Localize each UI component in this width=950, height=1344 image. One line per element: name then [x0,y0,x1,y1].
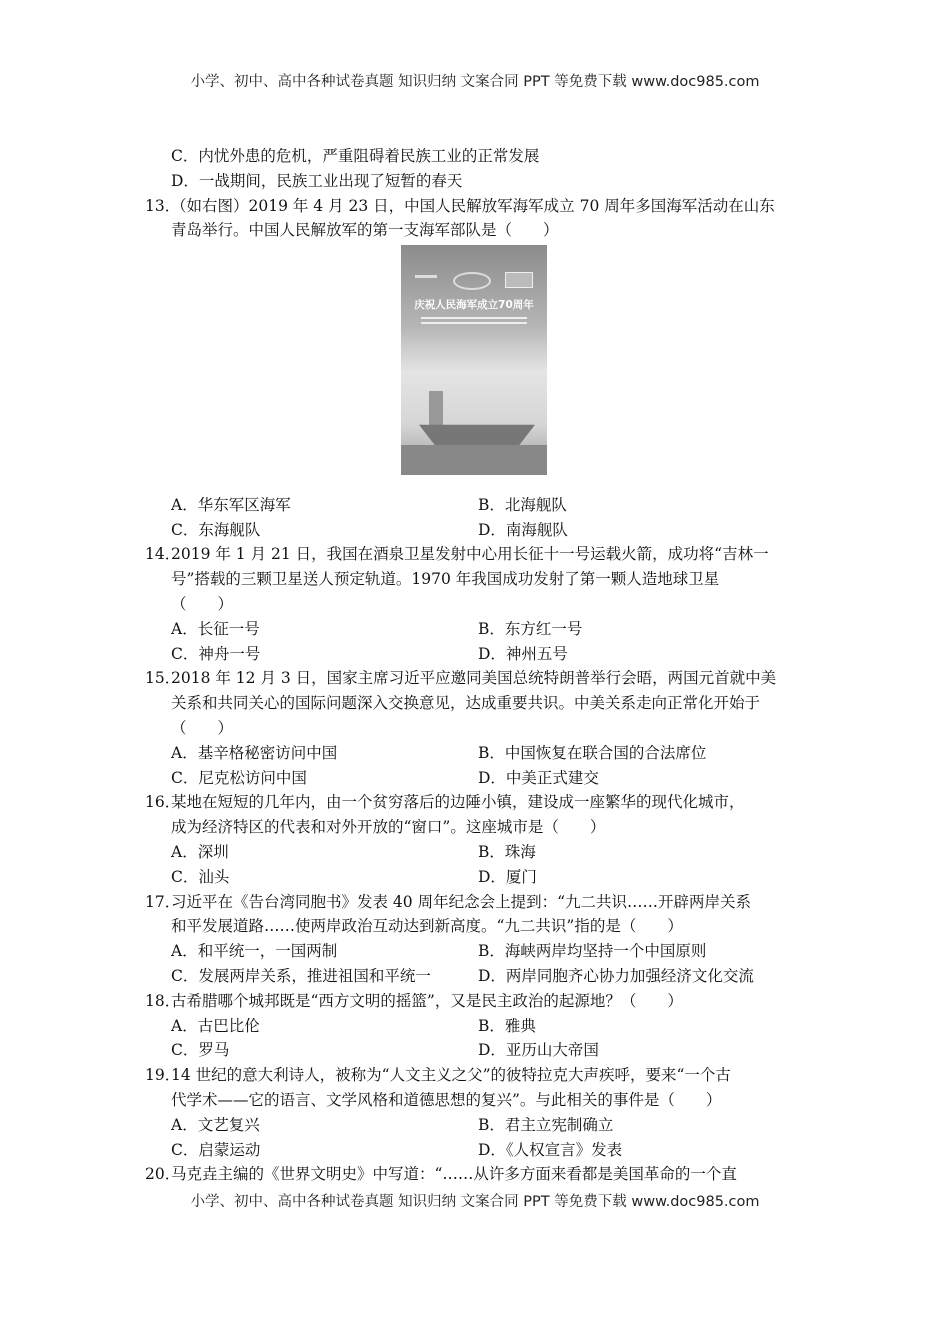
question-text: 和平发展道路……使两岸政治互动达到新高度。“九二共识”指的是（ ） [171,917,683,936]
question-number: 13． [145,196,181,215]
option-c: C．东海舰队 [171,520,261,539]
option-b: B．珠海 [478,842,536,861]
option-b: B．君主立宪制确立 [478,1115,614,1134]
question-text: 青岛举行。中国人民解放军的第一支海军部队是（ ） [171,221,559,240]
option-c: C．罗马 [171,1041,230,1060]
option-c: C．启蒙运动 [171,1140,261,1159]
question-number: 14． [145,545,181,564]
question-20 [145,1162,815,1187]
question-number: 20． [145,1165,181,1184]
option-c: C．汕头 [171,867,230,886]
question-text: 14 世纪的意大利诗人，被称为“人文主义之父”的彼特拉克大声疾呼，要来“一个古 [171,1066,731,1085]
option-a: A．和平统一，一国两制 [171,942,338,961]
option-b: B．北海舰队 [478,495,567,514]
option-a: A．长征一号 [171,619,260,638]
q12-option-c: C．内忧外患的危机，严重阻碍着民族工业的正常发展 [171,147,540,165]
option-b: B．中国恢复在联合国的合法席位 [478,743,707,762]
option-c: C．神舟一号 [171,644,261,663]
option-a: A．古巴比伦 [171,1016,260,1035]
option-b: B．雅典 [478,1016,536,1035]
page-footer: 小学、初中、高中各种试卷真题 知识归纳 文案合同 PPT 等免费下载 www.doc985.com [190,1194,760,1210]
question-number: 18． [145,991,181,1010]
question-text: 某地在短短的几年内，由一个贫穷落后的边陲小镇，建设成一座繁华的现代化城市， [171,793,745,812]
question-text: 马克垚主编的《世界文明史》中写道：“……从许多方面来看都是美国革命的一个直 [171,1165,737,1184]
option-d: D．厦门 [478,867,537,886]
question-text: 号”搭载的三颗卫星送人预定轨道。1970 年我国成功发射了第一颗人造地球卫星 [171,570,720,589]
question-number: 17． [145,892,181,911]
option-b: B．东方红一号 [478,619,583,638]
question-13 [145,194,815,543]
question-text: 关系和共同关心的国际问题深入交换意见，达成重要共识。中美关系走向正常化开始于 [171,694,761,713]
option-a: A．华东军区海军 [171,495,291,514]
navy-70th-anniversary-poster [401,245,547,475]
page-header: 小学、初中、高中各种试卷真题 知识归纳 文案合同 PPT 等免费下载 www.doc985.com [190,74,760,90]
option-d: D．两岸同胞齐心协力加强经济文化交流 [478,966,754,985]
question-text: （ ） [171,594,234,613]
option-d: D．中美正式建交 [478,768,599,787]
question-text: 代学术——它的语言、文学风格和道德思想的复兴”。与此相关的事件是（ ） [171,1090,722,1109]
option-d: D．《人权宣言》发表 [478,1140,623,1159]
question-number: 19． [145,1066,181,1085]
q12-option-d: D．一战期间，民族工业出现了短暂的春天 [171,171,463,190]
poster-title: 庆祝人民海军成立70周年 [414,299,534,312]
question-17 [145,890,815,989]
option-a: A．基辛格秘密访问中国 [171,743,338,762]
question-text: （ ） [171,718,234,737]
option-b: B．海峡两岸均坚持一个中国原则 [478,942,707,961]
question-14 [145,542,815,666]
question-number: 15． [145,669,181,688]
question-16 [145,790,815,889]
question-text: （如右图）2019 年 4 月 23 日，中国人民解放军海军成立 70 周年多国海军活动在山东 [171,196,775,215]
question-19 [145,1063,815,1162]
question-number: 16． [145,793,181,812]
option-a: A．深圳 [171,842,229,861]
question-text: 成为经济特区的代表和对外开放的“窗口”。这座城市是（ ） [171,818,606,837]
option-d: D．亚历山大帝国 [478,1041,599,1060]
option-c: C．发展两岸关系，推进祖国和平统一 [171,966,431,985]
option-c: C．尼克松访问中国 [171,768,307,787]
question-15 [145,666,815,790]
question-text: 2019 年 1 月 21 日，我国在酒泉卫星发射中心用长征十一号运载火箭，成功将“吉林一 [171,545,769,564]
question-18 [145,989,815,1063]
option-a: A．文艺复兴 [171,1115,260,1134]
question-text: 2018 年 12 月 3 日，国家主席习近平应邀同美国总统特朗普举行会晤，两国元首就中美 [171,669,777,688]
option-d: D．神州五号 [478,644,568,663]
exam-content [145,144,815,1187]
question-text: 古希腊哪个城邦既是“西方文明的摇篮”，又是民主政治的起源地？（ ） [171,991,683,1010]
option-d: D．南海舰队 [478,520,568,539]
question-text: 习近平在《告台湾同胞书》发表 40 周年纪念会上提到：“九二共识……开辟两岸关系 [171,892,752,911]
